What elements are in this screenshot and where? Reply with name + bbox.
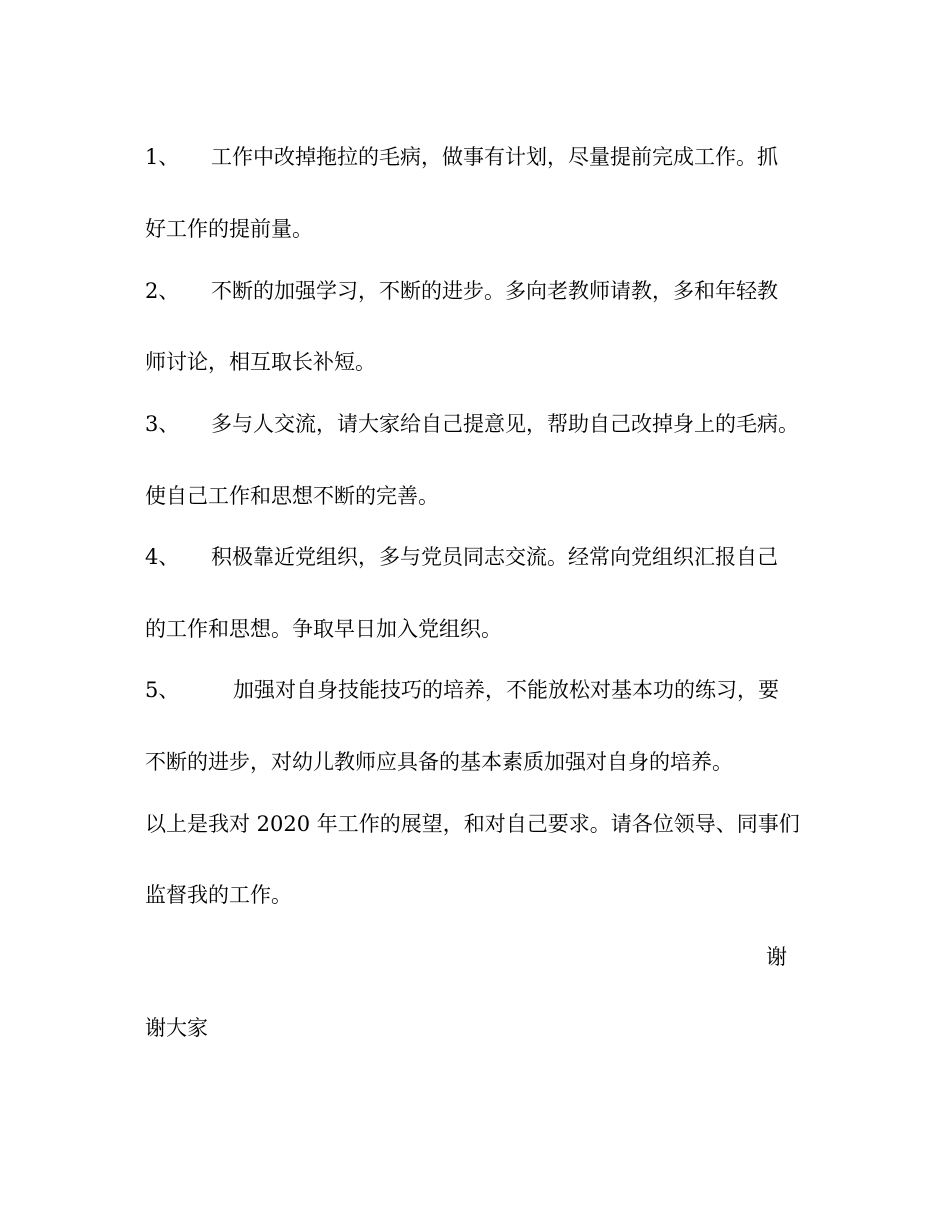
thanks-left: 谢大家: [145, 1016, 208, 1040]
item-1-number: 1、: [145, 145, 180, 169]
item-1-text: 工作中改掉拖拉的毛病，做事有计划，尽量提前完成工作。抓: [211, 145, 778, 169]
item-3-line-1: [145, 414, 799, 435]
item-1-line-2: 好工作的提前量。: [145, 217, 313, 241]
item-4-text: 积极靠近党组织，多与党员同志交流。经常向党组织汇报自己: [211, 545, 778, 569]
item-2-line-2: 师讨论，相互取长补短。: [145, 350, 376, 374]
item-2-line-1: [145, 281, 778, 302]
item-2-text: 不断的加强学习，不断的进步。多向老教师请教，多和年轻教: [211, 279, 778, 303]
item-1-line-1: [145, 147, 778, 168]
item-3-text: 多与人交流，请大家给自己提意见，帮助自己改掉身上的毛病。: [211, 412, 799, 436]
item-4-line-2: 的工作和思想。争取早日加入党组织。: [145, 617, 502, 641]
item-2-number: 2、: [145, 279, 180, 303]
thanks-right: 谢: [766, 945, 787, 969]
item-5-line-1: [145, 680, 779, 701]
closing-line-2: 监督我的工作。: [145, 883, 292, 907]
item-4-line-1: [145, 547, 778, 568]
item-5-number: 5、: [145, 678, 180, 702]
closing-line-1: 以上是我对 2020 年工作的展望，和对自己要求。请各位领导、同事们: [145, 812, 800, 836]
item-5-line-2: 不断的进步，对幼儿教师应具备的基本素质加强对自身的培养。: [145, 750, 733, 774]
item-3-number: 3、: [145, 412, 180, 436]
item-4-number: 4、: [145, 545, 180, 569]
item-5-text: 加强对自身技能技巧的培养，不能放松对基本功的练习，要: [233, 678, 779, 702]
item-3-line-2: 使自己工作和思想不断的完善。: [145, 484, 439, 508]
